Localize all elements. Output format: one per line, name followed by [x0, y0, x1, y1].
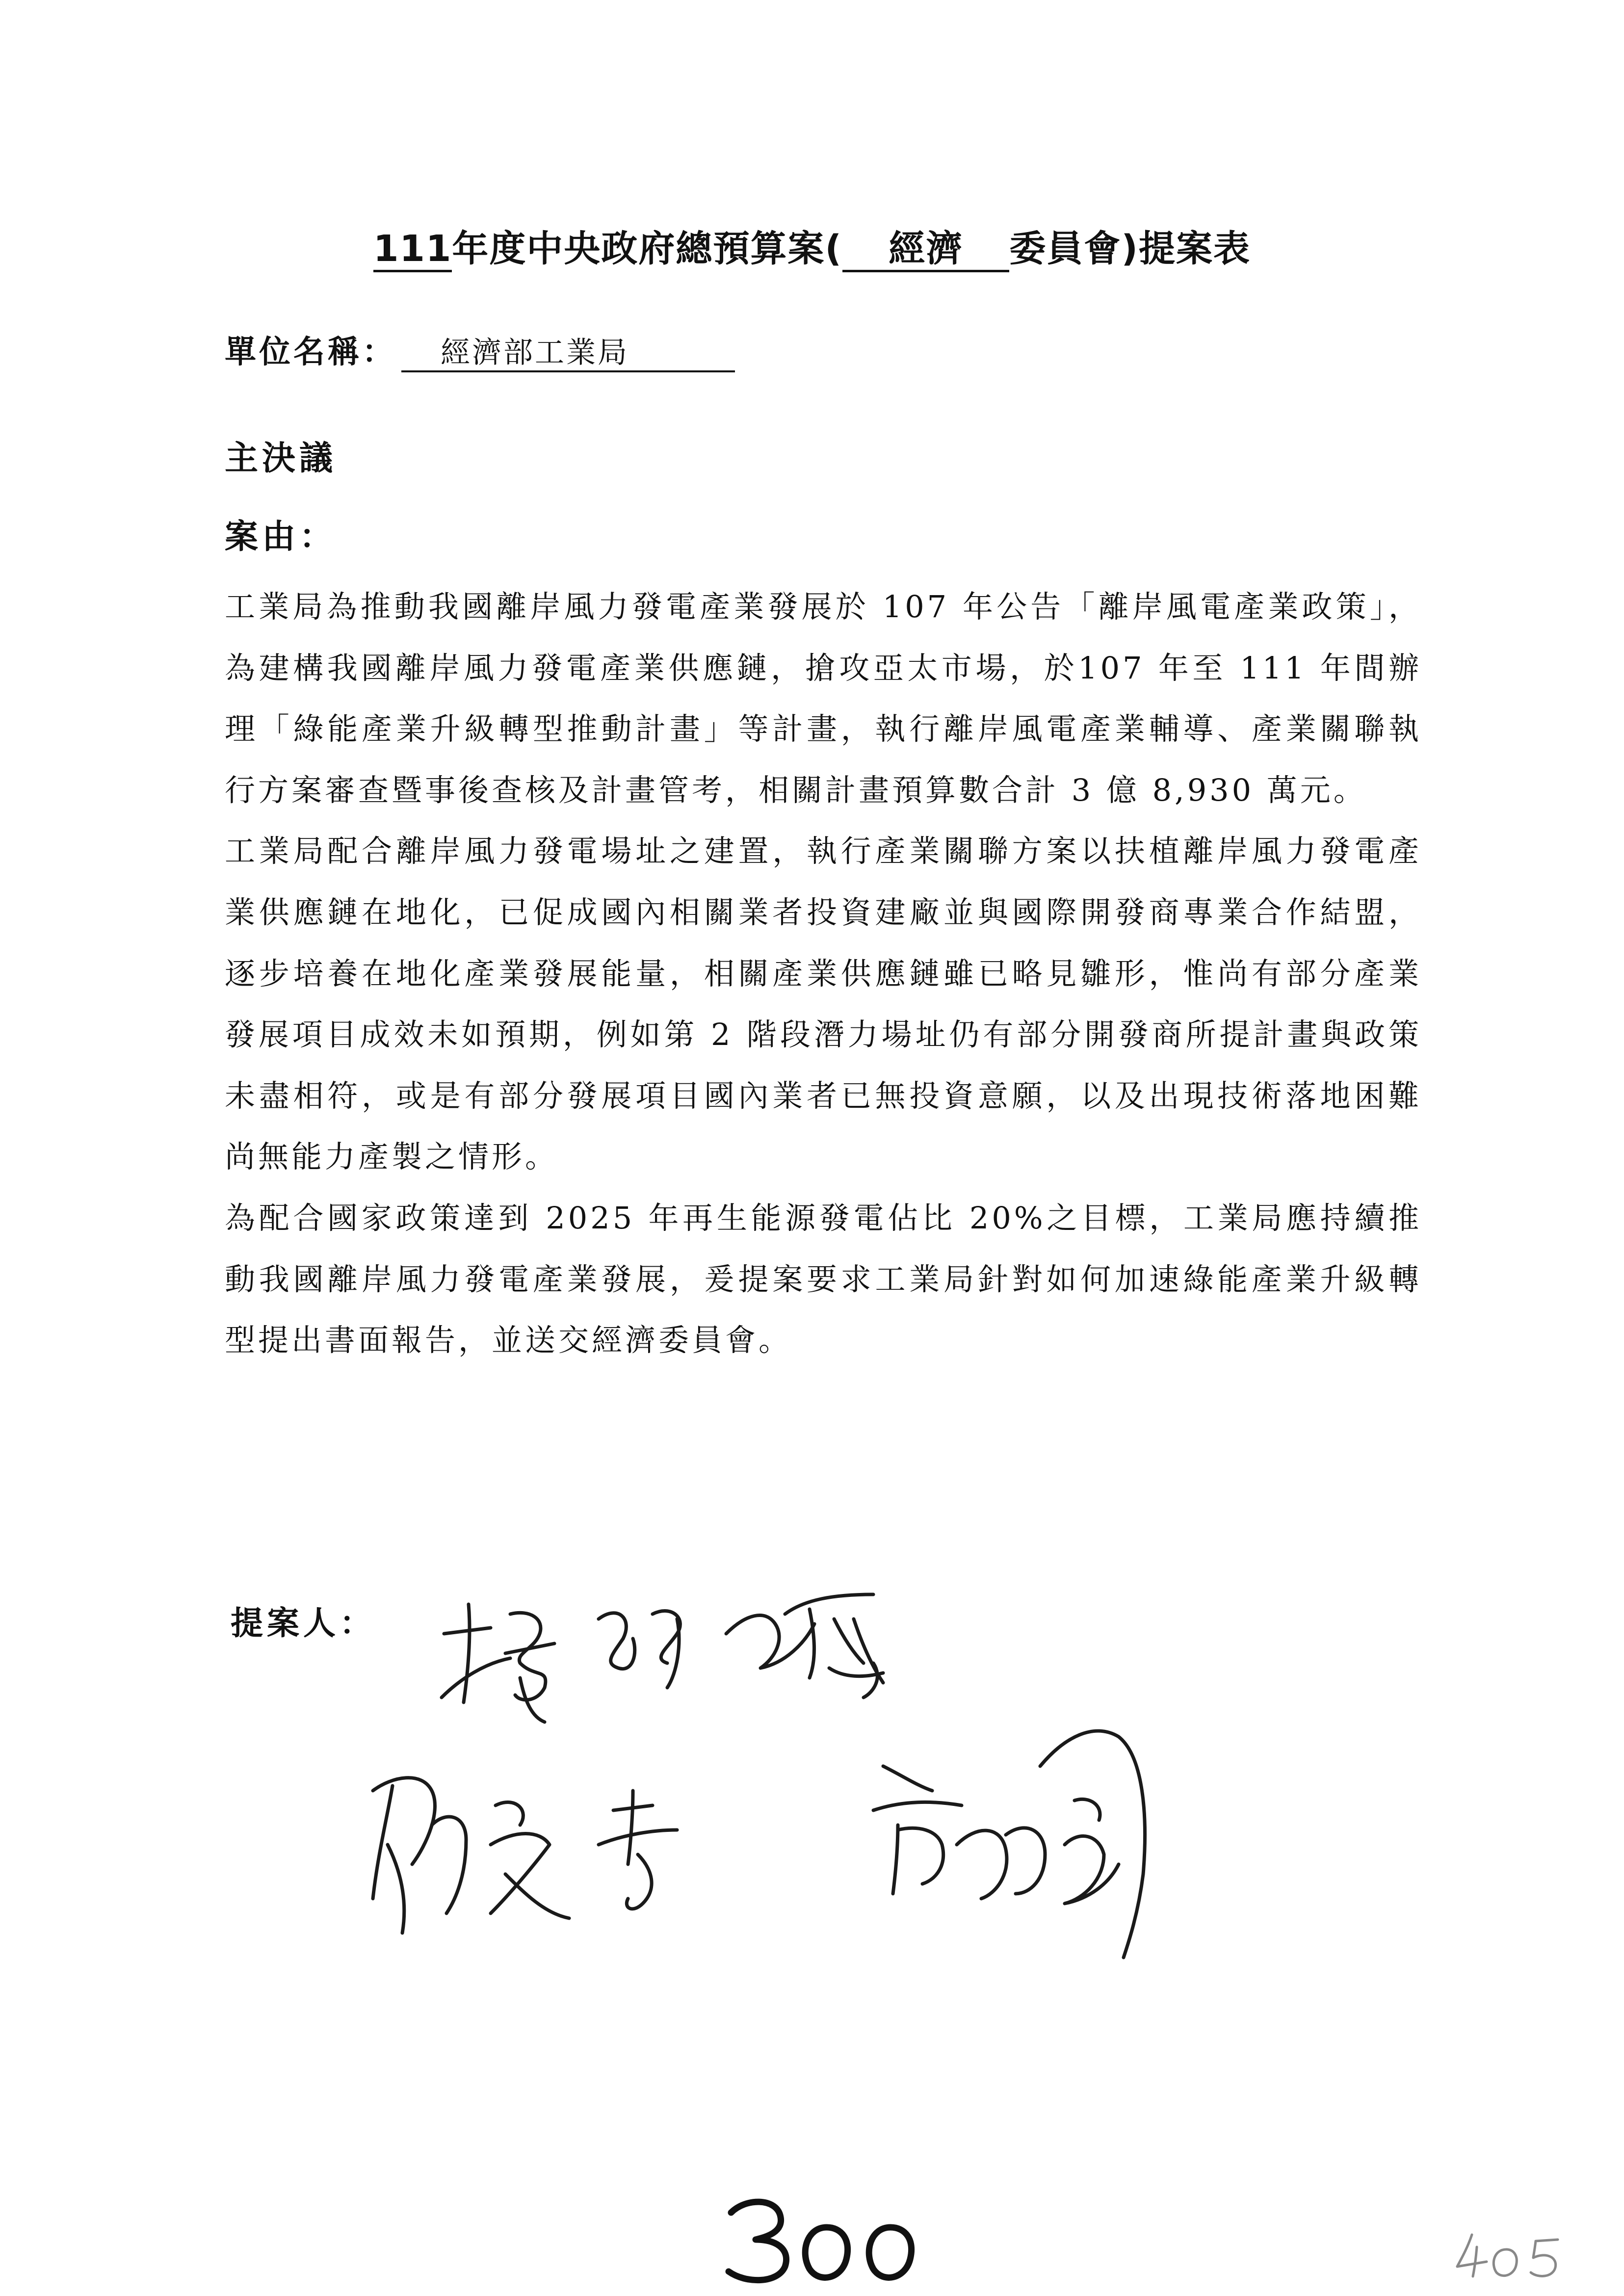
reason-paragraph: 工業局配合離岸風力發電場址之建置，執行產業關聯方案以扶植離岸風力發電產業供應鏈在地化，已促成國內相關業者投資建廠並與國際開發商專業合作結盟，逐步培養在地化產業發展能量，相關產業供應鏈雖已略見雛形，惟尚有部分產業發展項目成效未如預期，例如第 2 階段潛力場址仍有部分開發商所提計畫與政策未盡相符，或是有部分發展項目國內業者已無投資意願，以及出現技術落地困難尚無能力產製之情形。 [225, 833, 1422, 1175]
reason-paragraph: 工業局為推動我國離岸風力發電產業發展於 107 年公告「離岸風電產業政策」，為建構我國離岸風力發電產業供應鏈，搶攻亞太市場，於107 年至 111 年間辦理「綠能產業升級轉型推動計畫」等計畫，執行離岸風電產業輔導、產業關聯執行方案審查暨事後查核及計畫管考，相關計畫預算數合計 3 億 8,930 萬元。 [225, 589, 1422, 808]
proposer-label: 提案人： [231, 1604, 376, 1642]
title-suffix: 委員會)提案表 [1009, 228, 1251, 270]
signature-2 [373, 1778, 677, 1933]
signature-3 [873, 1731, 1145, 1957]
signature-1 [442, 1594, 883, 1722]
unit-label: 單位名稱： [225, 334, 396, 370]
reason-heading: 案由： [225, 518, 337, 556]
main-resolution-heading: 主決議 [225, 439, 337, 478]
title-committee: 經濟 [842, 228, 1009, 272]
unit-value: 經濟部工業局 [401, 335, 735, 372]
handwritten-archive-number [1452, 2227, 1565, 2281]
title-year: 111 [373, 228, 452, 272]
title-text: 年度中央政府總預算案( [452, 228, 843, 270]
reason-paragraph: 為配合國家政策達到 2025 年再生能源發電佔比 20%之目標，工業局應持續推動我國離岸風力發電產業發展，爰提案要求工業局針對如何加速綠能產業升級轉型提出書面報告，並送交經濟委員會。 [225, 1200, 1422, 1358]
handwritten-page-number [716, 2188, 932, 2286]
